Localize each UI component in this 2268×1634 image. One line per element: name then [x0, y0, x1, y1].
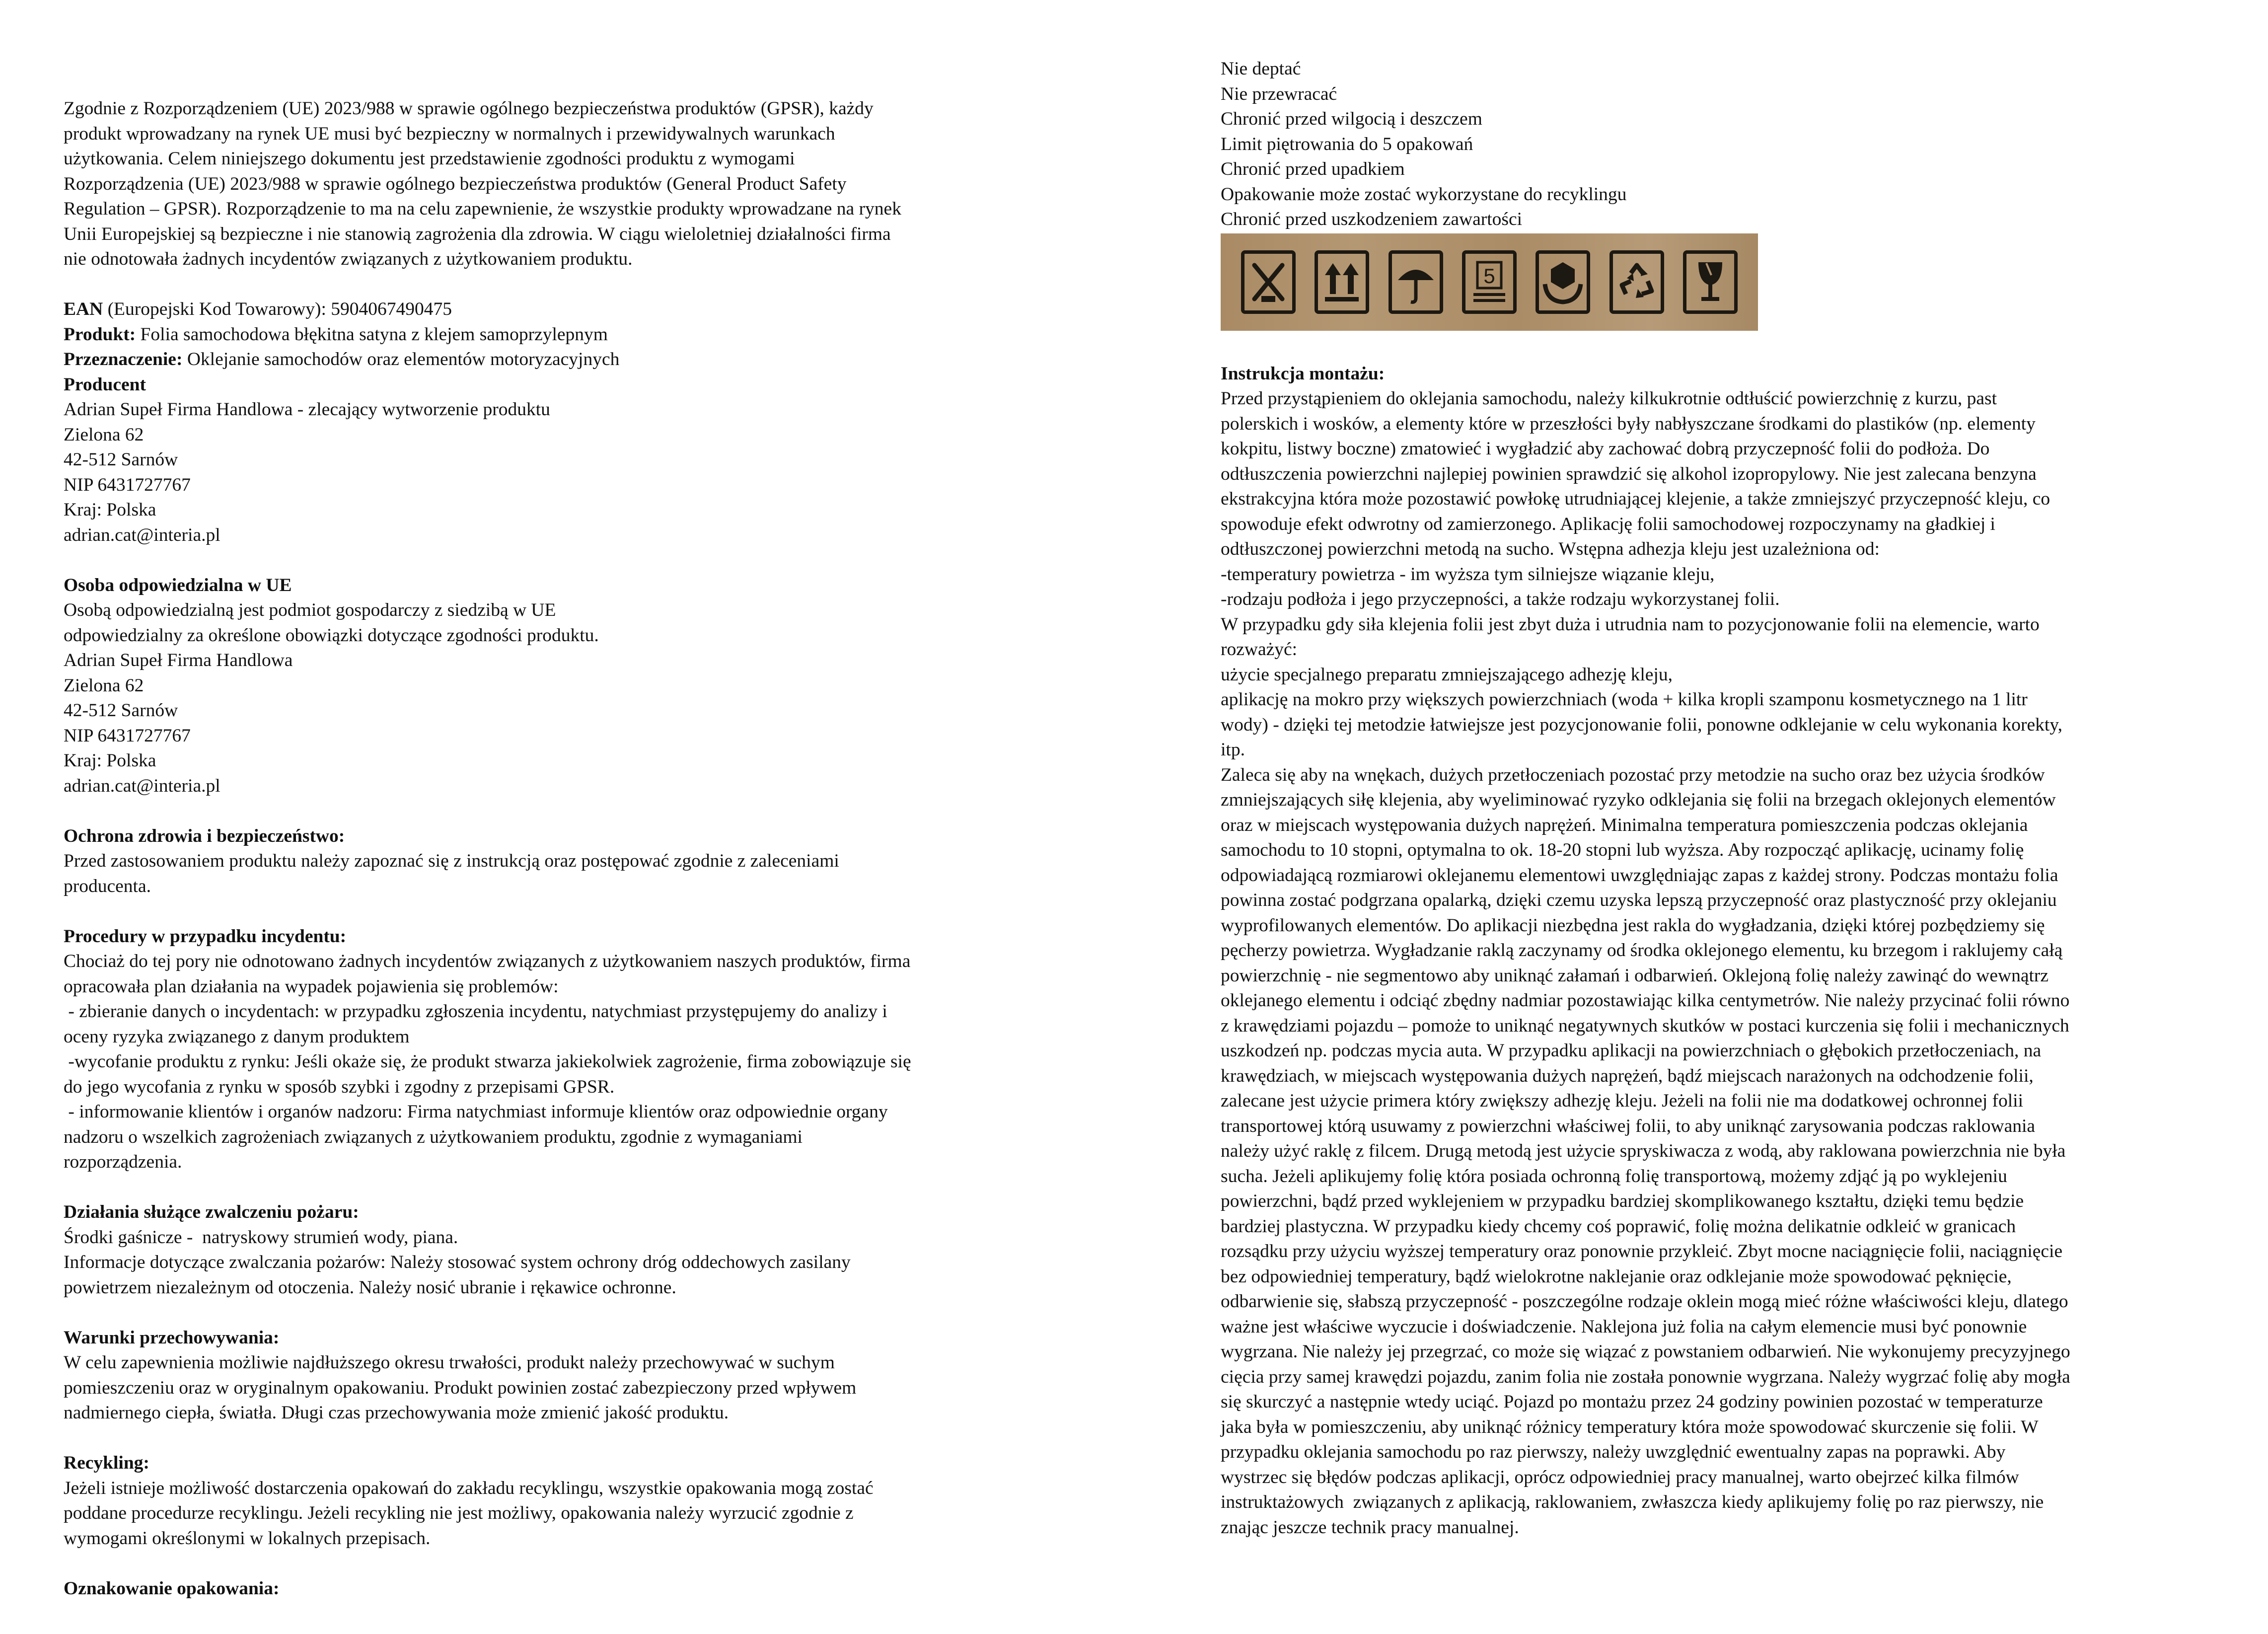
- text-line: Adrian Supeł Firma Handlowa - zlecający wytworzenie produktu: [64, 399, 550, 420]
- text-line: NIP 6431727767: [64, 474, 191, 495]
- text-line: aplikację na mokro przy większych powierzchniach (woda + kilka kropli szamponu kosmetycznego na 1 litr: [1221, 689, 2028, 710]
- producer-heading: Producent: [64, 374, 146, 395]
- responsible-details: [64, 598, 1067, 799]
- text-line: powietrzem niezależnym od otoczenia. Należy nosić ubranie i rękawice ochronne.: [64, 1277, 676, 1298]
- text-line: sucha. Jeżeli aplikujemy folię która posiada ochronną folię transportową, możemy zdjąć ją po wyklejeniu: [1221, 1166, 2007, 1187]
- product-line: Produkt: Folia samochodowa błękitna satyna z klejem samoprzylepnym: [64, 324, 608, 345]
- text-line: - informowanie klientów i organów nadzoru: Firma natychmiast informuje klientów oraz odpowiednie organy: [64, 1102, 888, 1122]
- text-line: polerskich i wosków, a elementy które w przeszłości były nabłyszczane środkami do plastików (np. elementy: [1221, 413, 2036, 434]
- text-line: samochodu to 10 stopni, optymalna to ok. 18-20 stopni lub wyższa. Aby rozpocząć aplikację, ucinamy folię: [1221, 840, 2024, 860]
- text-line: odpowiadającą rozmiarowi oklejanemu elementowi uwzględniając zapas z każdej strony. Podczas montażu folia: [1221, 865, 2058, 886]
- svg-text:5: 5: [1483, 264, 1495, 288]
- text-line: użycie specjalnego preparatu zmniejszającego adhezję kleju,: [1221, 664, 1673, 685]
- text-line: rozważyć:: [1221, 639, 1298, 660]
- text-line: Unii Europejskiej są bezpieczne i nie stanowią zagrożenia dla zdrowia. W ciągu wieloletniej działalności firma: [64, 223, 891, 244]
- text-line: powinna zostać podgrzana opalarką, dzięki czemu uzyska lepszą przyczepność oraz plastyczność przy oklejaniu: [1221, 890, 2057, 910]
- text-line: producenta.: [64, 876, 151, 896]
- marking-heading: Oznakowanie opakowania:: [64, 1578, 280, 1599]
- text-line: Adrian Supeł Firma Handlowa: [64, 650, 293, 670]
- left-column: [64, 96, 1067, 1601]
- text-line: Osobą odpowiedzialną jest podmiot gospodarczy z siedzibą w UE: [64, 600, 556, 620]
- text-line: wygrzana. Nie należy jej przegrzać, co może się wiązać z powstaniem odbarwień. Nie wykonujemy precyzyjnego: [1221, 1341, 2070, 1362]
- text-line: pomieszczeniu oraz w oryginalnym opakowaniu. Produkt powinien zostać zabezpieczony przed wpływem: [64, 1377, 857, 1398]
- text-line: adrian.cat@interia.pl: [64, 775, 220, 796]
- text-line: rozporządzenia.: [64, 1152, 182, 1172]
- text-line: jaka była w pomieszczeniu, aby uniknąć różnicy temperatury która może spowodować skurczenie się folii. W: [1221, 1416, 2039, 1437]
- text-line: nadzoru o wszelkich zagrożeniach związanych z użytkowaniem produktu, zgodnie z wymaganiami: [64, 1126, 803, 1147]
- text-line: Zielona 62: [64, 424, 144, 445]
- text-line: pęcherzy powietrza. Wygładzanie raklą zaczynamy od środka oklejonego elementu, ku brzegom i raklujemy całą: [1221, 940, 2063, 961]
- intro-paragraph: [64, 96, 1067, 272]
- text-line: przypadku oklejania samochodu po raz pierwszy, należy uwzględnić ewentualny zapas na poprawki. Aby: [1221, 1442, 2006, 1462]
- text-line: się skurczyć a następnie wtedy uciąć. Pojazd po montażu przez 24 godziny powinien pozostać w temperaturze: [1221, 1392, 2043, 1412]
- text-line: Chronić przed upadkiem: [1221, 159, 1405, 179]
- text-line: ważne jest właściwe wyczucie i doświadczenie. Naklejona już folia na całym elemencie musi być ponownie: [1221, 1316, 2027, 1337]
- text-line: cięcia przy samej krawędzi pojazdu, zanim folia nie została ponownie wygrzana. Należy wygrzać folię aby mogła: [1221, 1366, 2070, 1387]
- text-line: wystrzec się błędów podczas aplikacji, oprócz odpowiedniej pracy manualnej, warto obejrzeć kilka filmów: [1221, 1467, 2019, 1487]
- text-line: produkt wprowadzany na rynek UE musi być bezpieczny w normalnych i przewidywalnych warunkach: [64, 123, 835, 144]
- recycling-text: [64, 1476, 1067, 1552]
- this-way-up-icon: [1315, 250, 1369, 314]
- right-column: [1221, 57, 2224, 1540]
- health-text: [64, 849, 1067, 899]
- text-line: użytkowania. Celem niniejszego dokumentu jest przedstawienie zgodności produktu z wymogami: [64, 149, 795, 169]
- text-line: odtłuszczonej powierzchni metodą na sucho. Wstępna adhezja kleju jest uzależniona od:: [1221, 539, 1880, 559]
- text-line: z krawędziami pojazdu – pomoże to uniknąć negatywnych skutków w postaci kurczenia się folii i mechanicznych: [1221, 1015, 2069, 1036]
- incident-text: [64, 949, 1067, 1175]
- text-line: - zbieranie danych o incydentach: w przypadku zgłoszenia incydentu, natychmiast przystępujemy do analizy i: [64, 1001, 887, 1022]
- text-line: wymogami określonymi w lokalnych przepisach.: [64, 1528, 431, 1549]
- text-line: -rodzaju podłoża i jego przyczepności, a także rodzaju wykorzystanej folii.: [1221, 589, 1780, 609]
- text-line: powierzchnię - nie segmentowo aby uniknąć załamań i odbarwień. Oklejoną folię należy zawinąć do wewnątrz: [1221, 965, 2049, 986]
- storage-text: [64, 1350, 1067, 1426]
- text-line: Chociaż do tej pory nie odnotowano żadnych incydentów związanych z użytkowaniem naszych produktów, firma: [64, 951, 911, 971]
- no-stepping-icon: [1241, 250, 1296, 314]
- health-heading: Ochrona zdrowia i bezpieczeństwo:: [64, 825, 345, 846]
- text-line: Kraj: Polska: [64, 750, 156, 771]
- text-line: ekstrakcyjna która może pozostawić powłokę utrudniającej klejenie, a także zmniejszyć przyczepność kleju, co: [1221, 489, 2050, 509]
- fragile-icon: [1683, 250, 1738, 314]
- marking-list: [1221, 57, 2224, 232]
- text-line: powierzchni, bądź przed wyklejeniem w przypadku bardziej skomplikowanego kształtu, dzięki temu będzie: [1221, 1191, 2024, 1211]
- text-line: itp.: [1221, 740, 1245, 760]
- text-line: Nie deptać: [1221, 59, 1301, 79]
- recycling-heading: Recykling:: [64, 1453, 149, 1473]
- responsible-heading: Osoba odpowiedzialna w UE: [64, 575, 292, 595]
- text-line: wyprofilowanych elementów. Do aplikacji niezbędna jest rakla do wygładzania, dzięki której pozbędziemy się: [1221, 915, 2045, 936]
- text-line: wody) - dzięki tej metodzie łatwiejsze jest pozycjonowanie folii, ponowne odklejanie w celu wykonania korekty,: [1221, 714, 2062, 735]
- text-line: W przypadku gdy siła klejenia folii jest zbyt duża i utrudnia nam to pozycjonowanie folii na elemencie, warto: [1221, 614, 2040, 635]
- text-line: Zielona 62: [64, 675, 144, 696]
- text-line: Środki gaśnicze - natryskowy strumień wody, piana.: [64, 1227, 458, 1248]
- text-line: zmniejszających siłę klejenia, aby wyeliminować ryzyko odklejania się folii na brzegach oklejonych elementów: [1221, 790, 2056, 810]
- install-text: [1221, 386, 2224, 1540]
- text-line: odpowiedzialny za określone obowiązki dotyczące zgodności produktu.: [64, 625, 599, 646]
- text-line: -temperatury powietrza - im wyższa tym silniejsze wiązanie kleju,: [1221, 564, 1715, 585]
- text-line: Opakowanie może zostać wykorzystane do recyklingu: [1221, 184, 1627, 205]
- text-line: NIP 6431727767: [64, 725, 191, 746]
- recycle-icon: [1610, 250, 1664, 314]
- incident-heading: Procedury w przypadku incydentu:: [64, 926, 347, 947]
- text-line: Rozporządzenia (UE) 2023/988 w sprawie ogólnego bezpieczeństwa produktów (General Product Safety: [64, 173, 847, 194]
- text-line: instruktażowych związanych z aplikacją, raklowaniem, zwłaszcza kiedy aplikujemy folię po raz pierwszy, nie: [1221, 1492, 2044, 1512]
- text-line: Limit piętrowania do 5 opakowań: [1221, 134, 1473, 154]
- keep-dry-icon: [1389, 250, 1443, 314]
- text-line: poddane procedurze recyklingu. Jeżeli recykling nie jest możliwy, opakowania należy wyrzucić zgodnie z: [64, 1503, 854, 1523]
- install-heading: Instrukcja montażu:: [1221, 363, 1385, 384]
- text-line: bardziej plastyczna. W przypadku kiedy chcemy coś poprawić, folię można delikatnie odkleić w granicach: [1221, 1216, 2016, 1237]
- text-line: Regulation – GPSR). Rozporządzenie to ma na celu zapewnienie, że wszystkie produkty wprowadzane na rynek: [64, 199, 901, 219]
- text-line: zalecane jest użycie primera który zwiększy adhezję kleju. Jeżeli na folii nie ma dodatkowej ochronnej folii: [1221, 1091, 2023, 1111]
- text-line: Przed zastosowaniem produktu należy zapoznać się z instrukcją oraz postępować zgodnie z zaleceniami: [64, 851, 839, 871]
- text-line: oraz w miejscach występowania dużych naprężeń. Minimalna temperatura pomieszczenia podczas oklejania: [1221, 815, 2028, 835]
- text-line: Jeżeli istnieje możliwość dostarczenia opakowań do zakładu recyklingu, wszystkie opakowania mogą zostać: [64, 1478, 874, 1498]
- text-line: W celu zapewnienia możliwie najdłuższego okresu trwałości, produkt należy przechowywać w suchym: [64, 1352, 835, 1373]
- text-line: Informacje dotyczące zwalczania pożarów: Należy stosować system ochrony dróg oddechowych zasilany: [64, 1252, 851, 1272]
- producer-details: [64, 397, 1067, 548]
- text-line: kokpitu, listwy boczne) zmatowieć i wygładzić aby zachować dobrą przyczepność folii do podłoża. Do: [1221, 439, 1990, 459]
- text-line: 42-512 Sarnów: [64, 700, 178, 721]
- text-line: oceny ryzyka związanego z danym produktem: [64, 1026, 410, 1047]
- storage-heading: Warunki przechowywania:: [64, 1327, 280, 1348]
- text-line: Zgodnie z Rozporządzeniem (UE) 2023/988 w sprawie ogólnego bezpieczeństwa produktów (GPSR), każdy: [64, 98, 874, 119]
- text-line: spowoduje efekt odwrotny od zamierzonego. Aplikację folii samochodowej rozpoczynamy na gładkiej i: [1221, 514, 1995, 534]
- text-line: Chronić przed wilgocią i deszczem: [1221, 109, 1482, 129]
- text-line: odbarwienie się, słabszą przyczepność - poszczególne rodzaje oklein mogą mieć różne właściwości kleju, dlatego: [1221, 1291, 2068, 1312]
- text-line: należy użyć raklę z filcem. Drugą metodą jest użycie spryskiwacza z wodą, aby raklowana powierzchnia nie była: [1221, 1141, 2066, 1161]
- ean-line: EAN (Europejski Kod Towarowy): 5904067490475: [64, 299, 452, 319]
- text-line: rozsądku przy użyciu wyższej temperatury oraz ponownie przykleić. Zbyt mocne naciągnięcie folii, naciągnięcie: [1221, 1241, 2063, 1262]
- fire-heading: Działania służące zwalczeniu pożaru:: [64, 1202, 359, 1222]
- stack-limit-icon: [1462, 250, 1517, 314]
- text-line: Przed przystąpieniem do oklejania samochodu, należy kilkukrotnie odtłuścić powierzchnię z kurzu, past: [1221, 388, 1997, 409]
- purpose-line: Przeznaczenie: Oklejanie samochodów oraz elementów motoryzacyjnych: [64, 349, 620, 370]
- text-line: nadmiernego ciepła, światła. Długi czas przechowywania może zmienić jakość produktu.: [64, 1403, 729, 1423]
- text-line: znając jeszcze technik pracy manualnej.: [1221, 1517, 1519, 1538]
- fire-text: [64, 1225, 1067, 1301]
- text-line: oklejanego elementu i odciąć zbędny nadmiar pozostawiając kilka centymetrów. Nie należy przycinać folii równo: [1221, 990, 2070, 1011]
- text-line: Nie przewracać: [1221, 83, 1337, 104]
- text-line: Kraj: Polska: [64, 500, 156, 520]
- text-line: bez odpowiedniej temperatury, bądź wielokrotne naklejanie oraz odklejanie może spowodować pęknięcie,: [1221, 1266, 2012, 1287]
- text-line: opracowała plan działania na wypadek pojawienia się problemów:: [64, 976, 559, 997]
- text-line: -wycofanie produktu z rynku: Jeśli okaże się, że produkt stwarza jakiekolwiek zagrożenie, firma zobowiązuje się: [64, 1051, 911, 1072]
- text-line: transportowej którą usuwamy z powierzchni właściwej folii, to aby uniknąć zarysowania podczas raklowania: [1221, 1115, 2036, 1136]
- text-line: Chronić przed uszkodzeniem zawartości: [1221, 209, 1523, 229]
- text-line: uszkodzeń np. podczas mycia auta. W przypadku aplikacji na powierzchniach o głębokich przetłoczeniach, na: [1221, 1040, 2042, 1061]
- text-line: adrian.cat@interia.pl: [64, 524, 220, 545]
- handle-with-care-icon: [1536, 250, 1590, 314]
- packaging-symbols-strip: [1221, 233, 1758, 331]
- text-line: 42-512 Sarnów: [64, 449, 178, 470]
- text-line: krawędziach, w miejscach występowania dużych naprężeń, bądź miejscach narażonych na odchodzenie folii,: [1221, 1065, 2034, 1086]
- text-line: Zaleca się aby na wnękach, dużych przetłoczeniach pozostać przy metodzie na sucho oraz bez użycia środków: [1221, 764, 2045, 785]
- text-line: nie odnotowała żadnych incydentów związanych z użytkowaniem produktu.: [64, 249, 633, 269]
- text-line: odtłuszczenia powierzchni najlepiej powinien sprawdzić się alkohol izopropylowy. Nie jest zalecana benzyna: [1221, 463, 2037, 484]
- text-line: do jego wycofania z rynku w sposób szybki i zgodny z przepisami GPSR.: [64, 1076, 615, 1097]
